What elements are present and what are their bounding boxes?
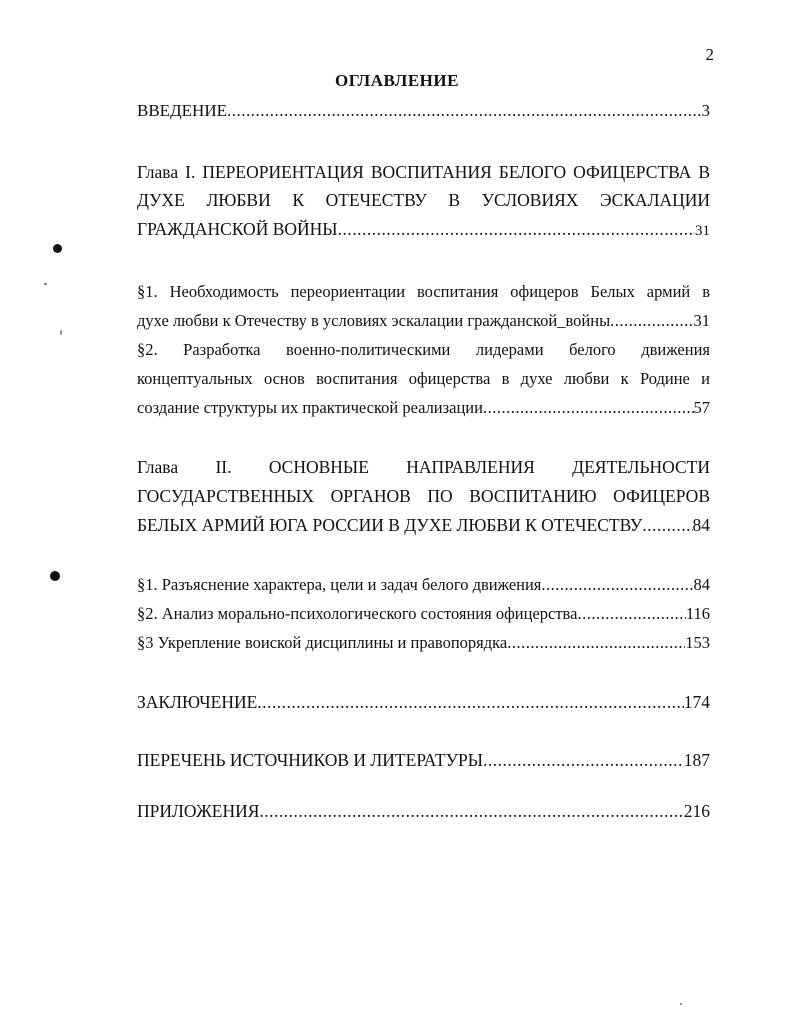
chapter1-section2-line3: создание структуры их практической реализации <box>137 398 483 417</box>
dot-leader <box>259 801 683 822</box>
chapter2-title-line3: БЕЛЫХ АРМИЙ ЮГА РОССИИ В ДУХЕ ЛЮБВИ К ОТЕЧЕСТВУ <box>137 515 643 535</box>
chapter1-title-line3: ГРАЖДАНСКОЙ ВОЙНЫ <box>137 219 338 239</box>
scan-speck <box>60 330 62 335</box>
toc-entry-page: 31 <box>693 311 710 330</box>
toc-entry-label: ПРИЛОЖЕНИЯ <box>137 801 260 821</box>
toc-title: ОГЛАВЛЕНИЕ <box>335 71 459 90</box>
toc-entry-page: 3 <box>701 101 710 120</box>
chapter2-title-line2: ГОСУДАРСТВЕННЫХ ОРГАНОВ ПО ВОСПИТАНИЮ ОФИЦЕРОВ <box>137 486 710 506</box>
chapter1-section2-line2: концептуальных основ воспитания офицерства в духе любви к Родине и <box>137 369 710 388</box>
page-number: 2 <box>705 45 714 64</box>
chapter2-section2-label: §2. Анализ морально-психологического состояния офицерства <box>137 604 578 623</box>
scan-speck <box>53 244 62 253</box>
chapter1-title-line2: ДУХЕ ЛЮБВИ К ОТЕЧЕСТВУ В УСЛОВИЯХ ЭСКАЛАЦИИ <box>137 190 710 210</box>
dot-leader <box>227 101 702 121</box>
dot-leader <box>483 750 684 771</box>
dot-leader <box>642 515 692 536</box>
dot-leader <box>507 633 685 653</box>
scan-speck <box>50 571 60 581</box>
toc-entry-sources[interactable] <box>137 750 710 771</box>
chapter1-section2-line1: §2. Разработка военно-политическими лидерами белого движения <box>137 340 710 359</box>
toc-entry-page: 84 <box>693 575 710 594</box>
toc-entry-page: 187 <box>683 750 710 770</box>
toc-entry-label: ПЕРЕЧЕНЬ ИСТОЧНИКОВ И ЛИТЕРАТУРЫ <box>137 750 483 770</box>
toc-entry-conclusion[interactable] <box>137 692 710 713</box>
toc-entry-label: ЗАКЛЮЧЕНИЕ <box>137 692 258 712</box>
toc-entry-chapter1-section2[interactable] <box>137 398 710 418</box>
toc-entry-page: 153 <box>685 633 710 652</box>
toc-entry-page: 216 <box>683 801 710 821</box>
toc-entry-chapter2-section1[interactable] <box>137 575 710 595</box>
toc-entry-page: 116 <box>685 604 710 623</box>
dot-leader <box>577 604 685 624</box>
chapter2-section3-label: §3 Укрепление воиской дисциплины и правопорядка <box>137 633 508 652</box>
dot-leader <box>541 575 693 595</box>
chapter2-title-line1: Глава II. ОСНОВНЫЕ НАПРАВЛЕНИЯ ДЕЯТЕЛЬНОСТИ <box>137 457 710 477</box>
toc-entry-page: 57 <box>693 398 710 417</box>
dot-leader <box>483 398 694 418</box>
toc-entry-chapter2[interactable] <box>137 515 710 536</box>
toc-entry-page: 84 <box>692 515 710 535</box>
scan-speck <box>680 1003 682 1005</box>
chapter1-section1-line2: духе любви к Отечеству в условиях эскалации гражданской_войны <box>137 311 611 330</box>
dot-leader <box>257 692 683 713</box>
toc-entry-chapter1-section1[interactable] <box>137 311 710 331</box>
toc-entry-chapter2-section2[interactable] <box>137 604 710 624</box>
scan-speck <box>44 283 47 285</box>
chapter2-section1-label: §1. Разъяснение характера, цели и задач белого движения <box>137 575 542 594</box>
dot-leader <box>338 219 695 240</box>
toc-entry-page: 174 <box>683 692 710 712</box>
chapter1-title-line1: Глава I. ПЕРЕОРИЕНТАЦИЯ ВОСПИТАНИЯ БЕЛОГО ОФИЦЕРСТВА В <box>137 162 710 182</box>
toc-entry-label: ВВЕДЕНИЕ <box>137 101 227 120</box>
toc-entry-appendix[interactable] <box>137 801 710 822</box>
chapter1-section1-line1: §1. Необходимость переориентации воспитания офицеров Белых армий в <box>137 282 710 301</box>
toc-entry-intro[interactable] <box>137 101 710 121</box>
dot-leader <box>610 311 693 331</box>
toc-entry-page: 31 <box>695 223 710 239</box>
toc-entry-chapter2-section3[interactable] <box>137 633 710 653</box>
toc-entry-chapter1[interactable] <box>137 219 710 240</box>
